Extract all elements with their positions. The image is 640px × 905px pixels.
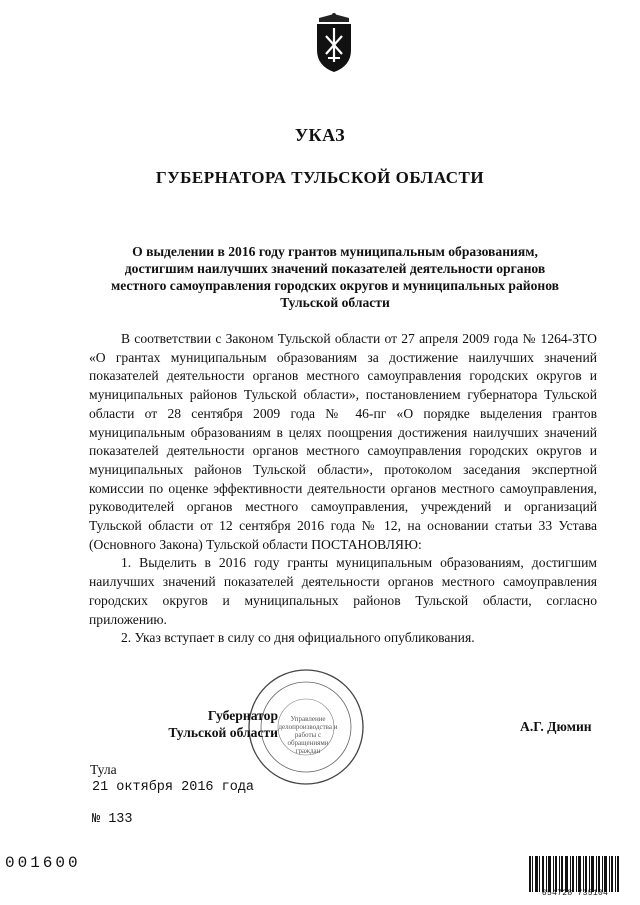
place-of-signing: Тула bbox=[90, 762, 117, 777]
stamp-inner-text: Управление делопроизводства и работы с обращениями граждан bbox=[278, 715, 338, 755]
item-2-paragraph: 2. Указ вступает в силу со дня официального опубликования. bbox=[121, 630, 475, 646]
document-title: УКАЗ bbox=[294, 125, 346, 145]
preamble-paragraph: В соответствии с Законом Тульской области от 27 апреля 2009 года № 1264-ЗТО «О грантах муниципальным образованиям за достижение наилучших значений показателей деятельности органов местного самоуправления городских округов и муниципальных районов Тульской области», постановлением губернатора Тульской области от 28 сентября 2009 года № 46-пг «О порядке выделения грантов муниципальным образованиям в целях поощрения достижения наилучших значений показателей деятельности органов местного самоуправления городских округов и муниципальных районов Тульской области», протоколом заседания экспертной комиссии по оценке эффективности деятельности органов местного самоуправления, руководителей органов местного самоуправления, учреждений и организаций Тульской области от 12 сентября 2016 года № 12, на основании статьи 33 Устава (Основного Закона) Тульской области ПОСТАНОВЛЯЮ: bbox=[89, 331, 597, 552]
subject-line: достигшим наилучших значений показателей деятельности органов bbox=[124, 261, 546, 276]
position-line: Тульской области bbox=[168, 725, 278, 740]
subject-line: Тульской области bbox=[280, 295, 390, 310]
signatory-position bbox=[168, 707, 278, 741]
issuing-authority: ГУБЕРНАТОРА ТУЛЬСКОЙ ОБЛАСТИ bbox=[155, 168, 485, 187]
subject-line: О выделении в 2016 году грантов муниципальным образованиям, bbox=[132, 244, 538, 259]
subject-line: местного самоуправления городских округов и муниципальных районов bbox=[110, 278, 560, 293]
barcode bbox=[529, 856, 621, 892]
coat-of-arms-emblem bbox=[309, 12, 359, 74]
signing-date: 21 октября 2016 года bbox=[92, 780, 255, 795]
form-serial-number: 001600 bbox=[5, 854, 81, 872]
signatory-name: А.Г. Дюмин bbox=[520, 719, 592, 734]
decree-number: № 133 bbox=[92, 812, 133, 827]
position-line: Губернатор bbox=[207, 708, 278, 723]
barcode-number: 654728 735104 bbox=[541, 889, 609, 898]
item-1-paragraph: 1. Выделить в 2016 году гранты муниципальным образованиям, достигшим наилучших значений показателей деятельности органов местного самоуправления городских округов и муниципальных районов Тульской области, согласно приложению. bbox=[89, 555, 597, 627]
decree-body bbox=[89, 330, 597, 648]
decree-subject bbox=[100, 243, 570, 311]
